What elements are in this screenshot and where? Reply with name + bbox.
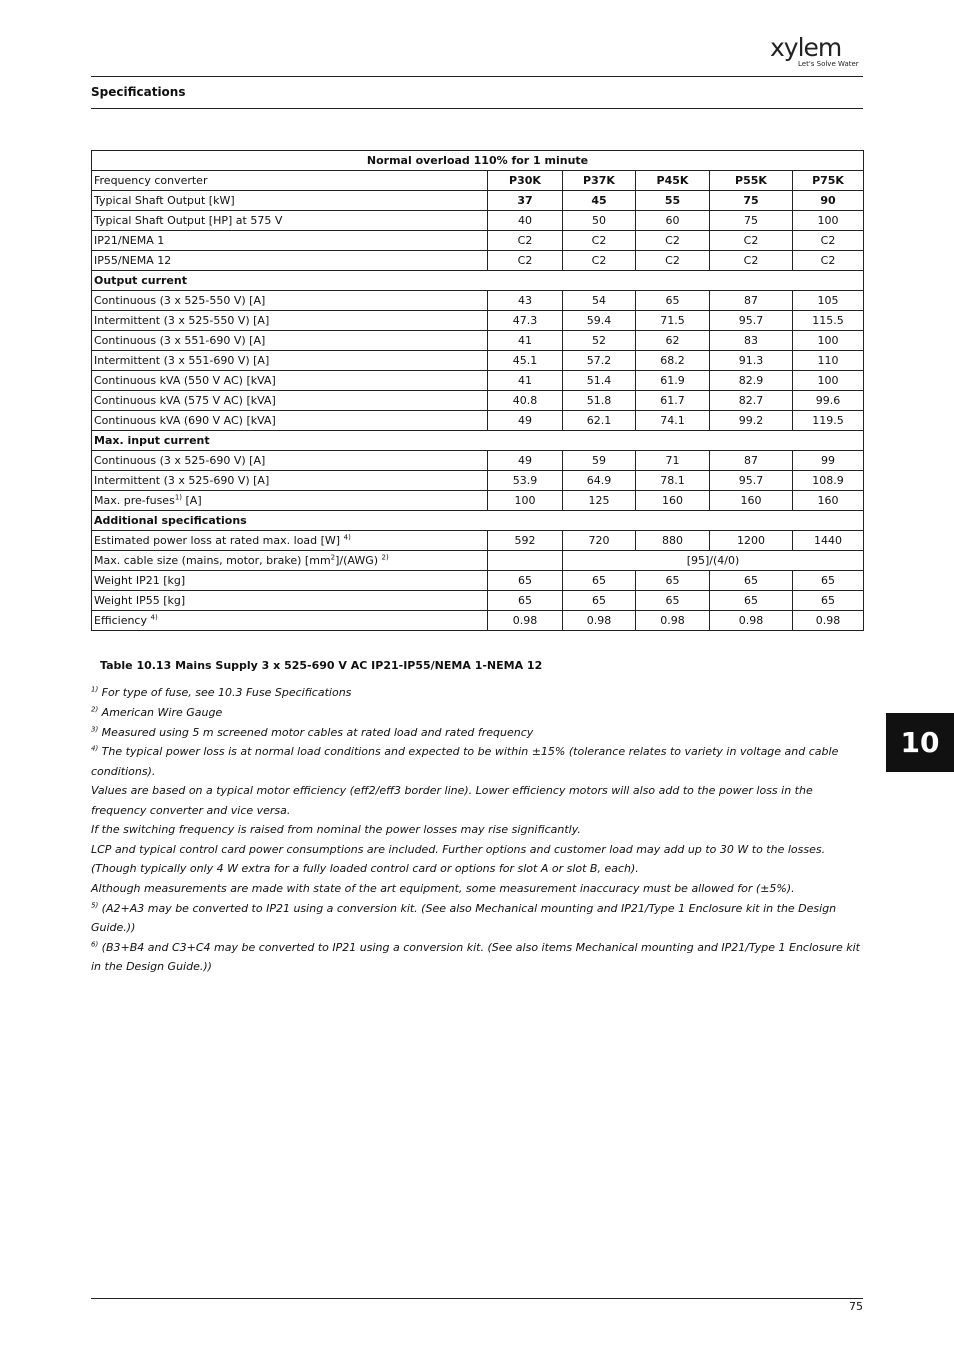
table-row bbox=[92, 171, 864, 191]
table-row bbox=[92, 251, 864, 271]
page-header-title: Specifications bbox=[91, 85, 186, 99]
value-cell: 74.1 bbox=[636, 411, 710, 431]
xylem-logo bbox=[770, 34, 866, 68]
value-cell: C2 bbox=[563, 231, 636, 251]
value-cell: C2 bbox=[488, 251, 563, 271]
value-cell: 99.6 bbox=[793, 391, 864, 411]
value-cell: 49 bbox=[488, 411, 563, 431]
value-cell: 720 bbox=[563, 531, 636, 551]
label-text: Efficiency bbox=[94, 614, 151, 627]
value-cell: 65 bbox=[488, 571, 563, 591]
table-row bbox=[92, 231, 864, 251]
header-rule-top bbox=[91, 76, 863, 77]
table-row bbox=[92, 291, 864, 311]
table-row bbox=[92, 411, 864, 431]
row-label: Intermittent (3 x 525-690 V) [A] bbox=[92, 471, 488, 491]
label-text: ]/(AWG) bbox=[335, 554, 382, 567]
model-header: P45K bbox=[636, 171, 710, 191]
row-label: IP55/NEMA 12 bbox=[92, 251, 488, 271]
footnote-text: American Wire Gauge bbox=[98, 705, 223, 719]
value-cell: 160 bbox=[636, 491, 710, 511]
value-cell: 68.2 bbox=[636, 351, 710, 371]
value-cell: 1440 bbox=[793, 531, 864, 551]
table-row bbox=[92, 371, 864, 391]
row-label: Continuous kVA (690 V AC) [kVA] bbox=[92, 411, 488, 431]
row-label bbox=[92, 551, 488, 571]
footnote bbox=[91, 820, 863, 839]
value-cell: 91.3 bbox=[710, 351, 793, 371]
value-cell: C2 bbox=[563, 251, 636, 271]
footnote-marker: 5) bbox=[91, 901, 99, 910]
footnote-marker: 2) bbox=[381, 553, 389, 562]
value-cell: 59 bbox=[563, 451, 636, 471]
power-header: 45 bbox=[563, 191, 636, 211]
model-header: P30K bbox=[488, 171, 563, 191]
footnote-text: For type of fuse, see 10.3 Fuse Specifications bbox=[98, 686, 352, 699]
value-cell: 105 bbox=[793, 291, 864, 311]
footnote-marker: 6) bbox=[91, 940, 99, 949]
value-cell: 0.98 bbox=[793, 611, 864, 631]
table-row bbox=[92, 151, 864, 171]
power-header: 37 bbox=[488, 191, 563, 211]
table-row bbox=[92, 531, 864, 551]
footnote-marker: 4) bbox=[91, 744, 99, 753]
row-label: Continuous (3 x 525-550 V) [A] bbox=[92, 291, 488, 311]
logo-wordmark: xylem bbox=[770, 33, 842, 62]
value-cell: 75 bbox=[710, 211, 793, 231]
value-cell: 0.98 bbox=[488, 611, 563, 631]
value-cell: 64.9 bbox=[563, 471, 636, 491]
model-header: P75K bbox=[793, 171, 864, 191]
row-label: Weight IP55 [kg] bbox=[92, 591, 488, 611]
value-cell: 65 bbox=[636, 571, 710, 591]
value-cell bbox=[488, 551, 563, 571]
value-cell: 65 bbox=[793, 571, 864, 591]
footnote bbox=[91, 899, 863, 937]
row-label bbox=[92, 531, 488, 551]
table-row bbox=[92, 491, 864, 511]
footnote-marker: 3) bbox=[91, 724, 99, 733]
value-cell: 95.7 bbox=[710, 471, 793, 491]
page-number: 75 bbox=[849, 1300, 863, 1313]
power-header: 75 bbox=[710, 191, 793, 211]
value-cell: 53.9 bbox=[488, 471, 563, 491]
value-cell: 87 bbox=[710, 291, 793, 311]
value-cell: 0.98 bbox=[563, 611, 636, 631]
row-label: IP21/NEMA 1 bbox=[92, 231, 488, 251]
footnote-text: If the switching frequency is raised from nominal the power losses may rise significantly. bbox=[91, 823, 581, 837]
value-cell: 49 bbox=[488, 451, 563, 471]
table-row bbox=[92, 471, 864, 491]
value-cell: 43 bbox=[488, 291, 563, 311]
table-row bbox=[92, 431, 864, 451]
value-cell: 115.5 bbox=[793, 311, 864, 331]
value-cell: 100 bbox=[793, 211, 864, 231]
value-cell: 65 bbox=[636, 591, 710, 611]
footnote bbox=[91, 703, 863, 722]
row-label: Intermittent (3 x 525-550 V) [A] bbox=[92, 311, 488, 331]
table-row bbox=[92, 351, 864, 371]
section-header: Max. input current bbox=[92, 431, 864, 451]
value-cell: 45.1 bbox=[488, 351, 563, 371]
footnote-marker: 1) bbox=[91, 685, 99, 694]
footnote-marker: 2 bbox=[330, 553, 336, 562]
footnote-text: LCP and typical control card power consumptions are included. Further options and customer load may add up to 30 W to the losses. (Though typically only 4 W extra for a fully loaded control card or options for slot A or slot B, each). bbox=[91, 843, 826, 876]
footnote bbox=[91, 723, 863, 742]
merged-value-cell: [95]/(4/0) bbox=[563, 551, 864, 571]
value-cell: 47.3 bbox=[488, 311, 563, 331]
value-cell: 99 bbox=[793, 451, 864, 471]
value-cell: 40 bbox=[488, 211, 563, 231]
value-cell: 100 bbox=[793, 331, 864, 351]
row-label bbox=[92, 491, 488, 511]
value-cell: 41 bbox=[488, 331, 563, 351]
value-cell: 51.4 bbox=[563, 371, 636, 391]
row-label: Frequency converter bbox=[92, 171, 488, 191]
value-cell: 71 bbox=[636, 451, 710, 471]
footnote bbox=[91, 879, 863, 898]
value-cell: 41 bbox=[488, 371, 563, 391]
label-text: Max. pre-fuses bbox=[94, 494, 175, 507]
value-cell: 125 bbox=[563, 491, 636, 511]
value-cell: 52 bbox=[563, 331, 636, 351]
label-text: Max. cable size (mains, motor, brake) [mm bbox=[94, 554, 331, 567]
value-cell: C2 bbox=[793, 251, 864, 271]
value-cell: 54 bbox=[563, 291, 636, 311]
model-header: P37K bbox=[563, 171, 636, 191]
row-label: Typical Shaft Output [kW] bbox=[92, 191, 488, 211]
value-cell: 62 bbox=[636, 331, 710, 351]
row-label: Continuous kVA (575 V AC) [kVA] bbox=[92, 391, 488, 411]
value-cell: 87 bbox=[710, 451, 793, 471]
value-cell: 40.8 bbox=[488, 391, 563, 411]
row-label: Weight IP21 [kg] bbox=[92, 571, 488, 591]
table-row bbox=[92, 551, 864, 571]
value-cell: 62.1 bbox=[563, 411, 636, 431]
value-cell: 880 bbox=[636, 531, 710, 551]
value-cell: 71.5 bbox=[636, 311, 710, 331]
chapter-tab: 10 bbox=[886, 713, 954, 772]
value-cell: 83 bbox=[710, 331, 793, 351]
value-cell: 160 bbox=[793, 491, 864, 511]
value-cell: 160 bbox=[710, 491, 793, 511]
value-cell: 82.7 bbox=[710, 391, 793, 411]
footnote bbox=[91, 781, 863, 819]
footnote-text: Values are based on a typical motor efficiency (eff2/eff3 border line). Lower efficiency motors will also add to the power loss in the frequency converter and vice versa. bbox=[91, 784, 813, 817]
value-cell: 95.7 bbox=[710, 311, 793, 331]
value-cell: 65 bbox=[710, 571, 793, 591]
footnote-marker: 4) bbox=[343, 533, 351, 542]
value-cell: 59.4 bbox=[563, 311, 636, 331]
footnote-marker: 2) bbox=[91, 705, 99, 714]
footnotes bbox=[91, 683, 863, 977]
value-cell: C2 bbox=[710, 231, 793, 251]
table-row bbox=[92, 451, 864, 471]
value-cell: 100 bbox=[793, 371, 864, 391]
table-row bbox=[92, 211, 864, 231]
value-cell: 51.8 bbox=[563, 391, 636, 411]
row-label bbox=[92, 611, 488, 631]
table-row bbox=[92, 391, 864, 411]
value-cell: 65 bbox=[563, 571, 636, 591]
value-cell: 110 bbox=[793, 351, 864, 371]
value-cell: C2 bbox=[636, 231, 710, 251]
logo-tagline: Let's Solve Water bbox=[798, 60, 859, 68]
section-header: Additional specifications bbox=[92, 511, 864, 531]
footnote-marker: 1) bbox=[174, 493, 182, 502]
value-cell: C2 bbox=[488, 231, 563, 251]
value-cell: 61.7 bbox=[636, 391, 710, 411]
header-rule-bottom bbox=[91, 108, 863, 109]
footer-rule bbox=[91, 1298, 863, 1299]
table-title: Normal overload 110% for 1 minute bbox=[92, 151, 864, 171]
value-cell: C2 bbox=[793, 231, 864, 251]
value-cell: 78.1 bbox=[636, 471, 710, 491]
footnote bbox=[91, 742, 863, 780]
value-cell: 0.98 bbox=[710, 611, 793, 631]
value-cell: 99.2 bbox=[710, 411, 793, 431]
value-cell: C2 bbox=[710, 251, 793, 271]
row-label: Typical Shaft Output [HP] at 575 V bbox=[92, 211, 488, 231]
table-row bbox=[92, 331, 864, 351]
value-cell: 61.9 bbox=[636, 371, 710, 391]
model-header: P55K bbox=[710, 171, 793, 191]
footnote-marker: 4) bbox=[150, 613, 158, 622]
value-cell: 65 bbox=[636, 291, 710, 311]
specifications-table bbox=[91, 150, 864, 631]
footnote bbox=[91, 840, 863, 878]
section-header: Output current bbox=[92, 271, 864, 291]
value-cell: 100 bbox=[488, 491, 563, 511]
label-text: Estimated power loss at rated max. load [W] bbox=[94, 534, 344, 547]
footnote-text: (A2+A3 may be converted to IP21 using a conversion kit. (See also Mechanical mounting and IP21/Type 1 Enclosure kit in the Design Guide.)) bbox=[91, 901, 837, 935]
table-row bbox=[92, 591, 864, 611]
value-cell: 108.9 bbox=[793, 471, 864, 491]
value-cell: 65 bbox=[710, 591, 793, 611]
table-caption: Table 10.13 Mains Supply 3 x 525-690 V AC IP21-IP55/NEMA 1-NEMA 12 bbox=[100, 659, 543, 672]
table-row bbox=[92, 271, 864, 291]
power-header: 90 bbox=[793, 191, 864, 211]
table-row bbox=[92, 311, 864, 331]
value-cell: 0.98 bbox=[636, 611, 710, 631]
footnote-text: Although measurements are made with state of the art equipment, some measurement inaccuracy must be allowed for (±5%). bbox=[91, 882, 795, 896]
footnote bbox=[91, 938, 863, 976]
value-cell: 57.2 bbox=[563, 351, 636, 371]
row-label: Intermittent (3 x 551-690 V) [A] bbox=[92, 351, 488, 371]
value-cell: 1200 bbox=[710, 531, 793, 551]
value-cell: 65 bbox=[793, 591, 864, 611]
footnote-text: Measured using 5 m screened motor cables at rated load and rated frequency bbox=[98, 725, 534, 739]
table-row bbox=[92, 611, 864, 631]
row-label: Continuous (3 x 551-690 V) [A] bbox=[92, 331, 488, 351]
table-row bbox=[92, 511, 864, 531]
value-cell: 50 bbox=[563, 211, 636, 231]
footnote-text: (B3+B4 and C3+C4 may be converted to IP21 using a conversion kit. (See also items Mechanical mounting and IP21/Type 1 Enclosure kit in the Design Guide.)) bbox=[91, 940, 860, 974]
row-label: Continuous (3 x 525-690 V) [A] bbox=[92, 451, 488, 471]
footnote bbox=[91, 683, 863, 702]
table-row bbox=[92, 191, 864, 211]
value-cell: C2 bbox=[636, 251, 710, 271]
value-cell: 65 bbox=[563, 591, 636, 611]
value-cell: 60 bbox=[636, 211, 710, 231]
row-label: Continuous kVA (550 V AC) [kVA] bbox=[92, 371, 488, 391]
value-cell: 119.5 bbox=[793, 411, 864, 431]
label-text: [A] bbox=[182, 494, 202, 507]
footnote-text: The typical power loss is at normal load conditions and expected to be within ±15% (tolerance relates to variety in voltage and cable conditions). bbox=[91, 745, 839, 778]
table-row bbox=[92, 571, 864, 591]
value-cell: 65 bbox=[488, 591, 563, 611]
value-cell: 82.9 bbox=[710, 371, 793, 391]
power-header: 55 bbox=[636, 191, 710, 211]
value-cell: 592 bbox=[488, 531, 563, 551]
